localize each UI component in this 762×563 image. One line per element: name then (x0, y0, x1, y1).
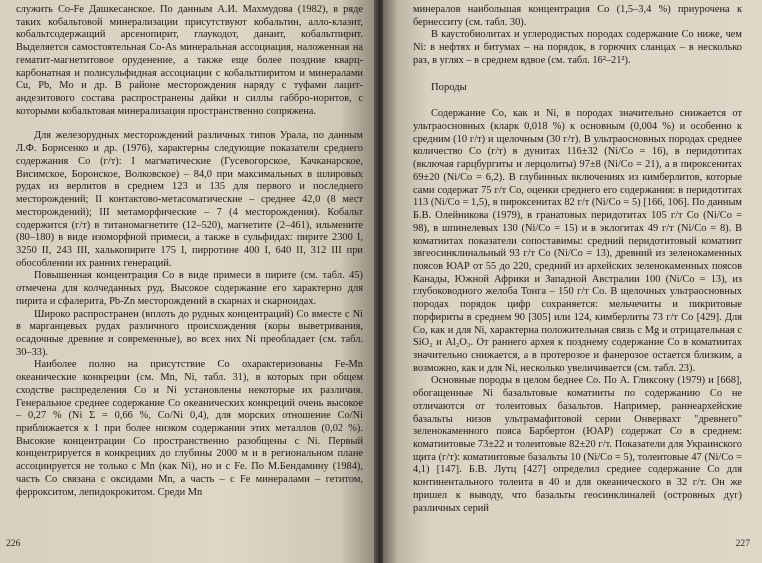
paragraph: Широко распространен (вплоть до рудных концентраций) Со вместе с Ni в марганцевых рудах различного происхождения (коры выветривания, осадочные древние и современные), во всех них Ni преобладает (см. табл. 30–33). (16, 308, 363, 358)
paragraph: минералов наибольшая концентрация Со (1,5–3,4 %) приурочена к бернесситу (см. табл. 30). (413, 4, 742, 28)
paragraph: служить Со-Fe Дашкесанское. По данным А.И. Махмудова (1982), в ряде таких кобальтовой минерализации присутствуют кобальтин, алло-клазит, кобальтсодержащий арсенопирит, глаукодот, данаит, кобальтпирит. Выделяется самостоятельная Со-As минеральная ассоциация, наложенная на гематит-магнетитовое оруденение, а также еще более поздние кварц-карбонатная и полисульфидная ассоциации с кобальтпиритом и минералами Cu, Pb, Mo и др. В районе месторождения наряду с туфами лацит-андезитового состава распространены дайки и силлы габбро-норитов, с которыми кобальтовая минерализация пространственно сопряжена. (16, 4, 363, 117)
paragraph: Наиболее полно на присутствие Со охарактеризованы Fe-Mn океанические конкреции (см. Mn, Ni, табл. 31), в которых при общем сходстве распределения Со и Ni установлены некоторые их различия. Генеральное среднее содержание Со океанических конкреций очень высокое – 0,27 % (Ni Σ = 0,66 %, Co/Ni 0,4), для морских отношение Co/Ni приближается к 1 при более низком содержании этих металлов (0,02 %). Высокие концентрации Со пространственно разобщены с Ni. Первый концентрируется в конкрециях до глубины 2000 м и в региональном плане ассоциируется не только с Mn (как Ni), но и с Fe. По М.Бендамину (1984), часть Со связана с оксидами Mn, а часть – с Fe минералами – гетитом, феррокситом, лепидокрокитом. Среди Mn (16, 359, 363, 498)
page-number: 227 (735, 538, 750, 549)
paragraph: В каустобиолитах и углеродистых породах содержание Со ниже, чем Ni: в нефтях и битумах – на порядок, в горючих сланцах – в несколько раз, в углях – в среднем вдвое (см. табл. 16²–21²). (413, 29, 742, 66)
left-page (0, 0, 377, 563)
paragraph: Для железорудных месторождений различных типов Урала, по данным Л.Ф. Борисенко и др. (1976), характерны следующие показатели среднего содержания Со (г/т): I магматические (Гусевогорское, Качканарское, Висимское, Боронское, Волковское) – 84,0 при максимальных в шлировых рудах из верлитов в среднем 123 и 135 для первого и последнего месторождений; II контактово-метасоматические – среднее 42,0 (8 мест месторождений); III метаморфические – 7 (4 месторождения). Кобальт содержится (г/т) в титаномагнетите (12–520), магнетите (2–461), ильмените (80–180) в виде изоморфной примеси, а также в сульфидах: пирите 2300 I, 3250 II, 243 III, халькопирите 175 I, пирротине 400 I, 640 II, 312 III при обособлении их ранних генераций. (16, 130, 363, 269)
section-heading: Породы (431, 81, 467, 93)
left-page-text (16, 4, 363, 499)
paragraph: Основные породы в целом беднее Со. По А. Гликсону (1979) и [668], обогащенные Ni базальтовые коматииты по содержанию Со не отличаются от толеитовых базальтов. Например, раннеархейские базальты низов ультрамафитовой серии Онвервахт "древнего" зеленокаменного пояса Барбертон (ЮАР) содержат Со в среднем: коматиитовые 73±22 и толеитовые 82±20 г/т. Показатели для Украинского щита (г/т): коматиитовые базальты 10 (Ni/Co = 5), толеитовые 47 (Ni/Co = 4,1) [147]. Б.В. Лутц [427] определил среднее содержание Со для континентального толеита в 40 и для океанического в 32 г/т. Он же пришел к выводу, что базальты геосинклиналей (островных дуг) различных серий (413, 375, 742, 514)
paragraph: Повышенная концентрация Со в виде примеси в пирите (см. табл. 45) отмечена для колчеданных руд. Высокое содержание его характерно для пирита и сфалерита, Pb-Zn месторождений в скарнах и скарноидах. (16, 270, 363, 307)
paragraph: Содержание Со, как и Ni, в породах значительно снижается от ультраосновных (кларк 0,018 %) к основным (0,004 %) и особенно к средним (10 г/т) и щелочным (30 г/т). В ультраосновных породах среднее количество Со (г/т) в дунитах 116±32 (Ni/Co = 16), в перидотитах (включая гарцбургиты и лерцолиты) 97±8 (Ni/Co = 21), а в пироксенитах 69±20 (Ni/Co = 6,2). В глубинных включениях из кимберлитов, которые сами содержат 75 г/т Со, оценки среднего его содержания: в перидотитах 113 (Ni/Co = 1,5), в пироксенитах 82 г/т (Ni/Co = 5) [166, 106]. По данным Б.В. Олейникова (1979), в гранатовых перидотитах 105 г/т Со (Ni/Co = 98), в шпинелевых 130 (Ni/Co = 15) и в эклогитах 49 г/т (Ni/Co = 8). В коматиитах показатели сопоставимы: средний перидотитовый коматиит звгеосинклинальный 93 г/т Со (Ni/Co = 13), древний из зеленокаменных поясов ЮАР от 55 до 220, средний из архейских зеленокаменных поясов Канады, Южной Африки и Западной Австралии 100 (Ni/Co = 13), из глубоководного желоба Тонга – 150 г/т Со. В щелочных ультраосновных породах порядок цифр сохраняется: мельчечиты и пикритовые порфириты в среднем 90 [305] или 124, кимберлиты 73 г/т Со [429]. Для Со, как и для Ni, характерна положительная связь с Mg и отрицательная с SiO₂ и Al₂O₃. От раннего архея к позднему содержание Со в коматиитах значительно снижается, а в протерозое и фанерозое остается близким, а возможно, как и для Ni, несколько увеличивается (см. табл. 23). (413, 108, 742, 374)
right-page-text (413, 4, 742, 515)
right-page (383, 0, 762, 563)
page-number: 226 (6, 538, 21, 549)
